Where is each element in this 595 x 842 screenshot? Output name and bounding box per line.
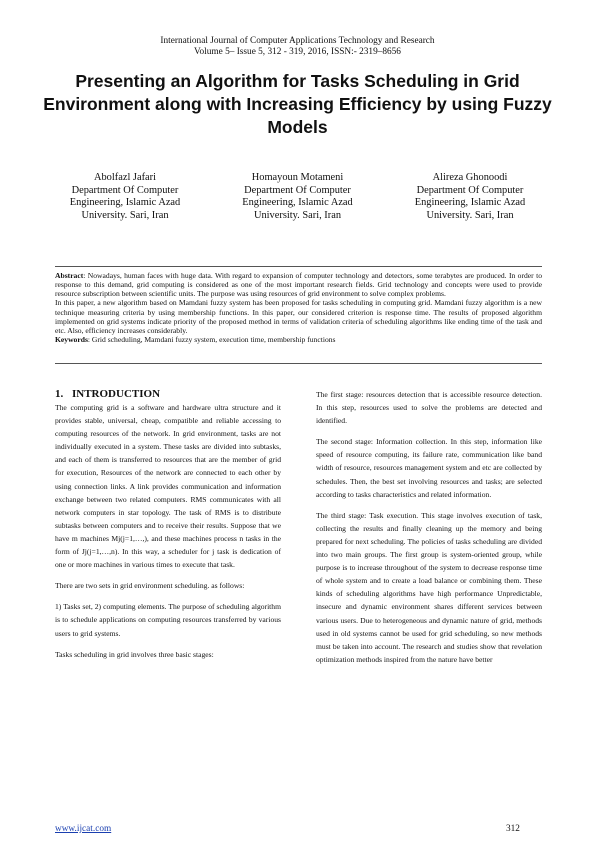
author-inst: Engineering, Islamic Azad [69,197,181,208]
author-loc: University. Sari, Iran [81,209,169,221]
author-inst: Engineering, Islamic Azad [414,197,526,208]
author-block [50,172,545,222]
keywords-paragraph [55,335,542,344]
section-number: 1. [55,388,64,400]
author-name: Abolfazl Jafari [93,172,157,183]
body-paragraph: There are two sets in grid environment scheduling. as follows: [55,581,245,591]
author-loc: University. Sari, Iran [426,209,514,221]
paper-title: Presenting an Algorithm for Tasks Scheduling in Grid Environment along with Increasing Efficiency by using Fuzzy Models [43,71,552,137]
author-dept: Department Of Computer [416,184,524,196]
abstract-box [55,266,542,364]
abstract-paragraph [55,271,542,298]
abstract-text: : Nowadays, human faces with huge data. With regard to expansion of computer technology and detectors, some terabytes are produced. In order to response to this demand, grid computing is considered as one of the most important research fields. Grid technology and concepts were used to provide resource subscription between scientific units. The purpose was using resources of grid environment to solve complex problems. [55,271,542,299]
right-column [316,388,542,674]
abstract-paragraph: In this paper, a new algorithm based on Mamdani fuzzy system has been proposed for tasks scheduling in computing grid. Mamdani fuzzy algorithm is a new technique measuring criteria by using membership functions. In this paper, our considered criterion is response time. The results of proposed algorithm implemented on grid systems indicate priority of the proposed method in terms of validation criteria of scheduling algorithms like ending time of the task and etc. Also, efficiency increases considerably. [55,298,542,335]
body-paragraph: The second stage: Information collection. In this step, information like speed of resource computing, its failure rate, communication like band width of resource, resources management system and etc are collected by schedules. Then, the best set involving resources and tasks; are selected according to tasks characteristics and related information. [316,437,542,499]
author-1 [50,172,200,222]
body-paragraph: 1) Tasks set, 2) computing elements. The purpose of scheduling algorithm is to schedule applications on computing resources transferred by various users to grid systems. [55,602,281,638]
author-inst: Engineering, Islamic Azad [242,197,353,208]
author-dept: Department Of Computer [71,184,179,196]
abstract-label: Abstract [55,271,84,280]
body-paragraph: The first stage: resources detection that is accessible resource detection. In this step, resources used to solve the problems are detected and identified. [316,390,542,426]
journal-name: International Journal of Computer Applications Technology and Research [160,36,435,46]
journal-issue: Volume 5– Issue 5, 312 - 319, 2016, ISSN:- 2319–8656 [194,47,401,57]
body-paragraph: The third stage: Task execution. This stage involves execution of task, collecting the results and finally cleaning up the memory and being prepared for next scheduling. The policies of tasks scheduling are divided into two main groups. The first group is system-oriented group, while purpose is to increase throughout of the system to decrease response time of whole system and to create a load balance or combining them. These kinds of scheduling algorithms have high performance Unpredictable, insecure and dynamic environment shares different services between various users. Due to heterogeneous and dynamic nature of grid, methods used in old systems cannot be used for grid scheduling, so new methods must be taken into account. The research and studies show that revelation optimization methods inspired from the nature have better [316,510,542,664]
author-dept: Department Of Computer [244,184,351,196]
journal-website-link[interactable]: www.ijcat.com [55,824,112,834]
page-number: 312 [506,824,520,834]
author-name: Homayoun Motameni [251,172,344,183]
section-heading [55,388,281,400]
body-paragraph: The computing grid is a software and hardware ultra structure and it provides stable, universal, cheap, compatible and reliable accessing to computing resources of the network. In grid environment, tasks are not individually executed in a system. These tasks are divided into subtasks, and each of them is transferred to resources that are the member of grid for execution, Resources of the network are connected to each other by using connection links. A link provides communication and information exchange between two related computers. RMS communicates with all network computers in star topology. The task of RMS is to distribute subtasks between computers and to receive their results. Suppose that we have m machines Mj(j=1,…,), and these machines process n tasks in the form of Jj(j=1,…,n). In this way, a scheduler for j task is dedication of one or more machines in various times to execute that task. [55,403,281,570]
section-title: INTRODUCTION [72,388,161,400]
body-paragraph: Tasks scheduling in grid involves three basic stages: [55,649,214,659]
author-loc: University. Sari, Iran [253,209,342,221]
left-column [55,388,281,669]
keywords-text: : Grid scheduling, Mamdani fuzzy system, execution time, membership functions [87,335,336,345]
author-3 [395,172,545,222]
author-2 [223,172,373,222]
journal-header [0,36,595,58]
keywords-label: Keywords [55,335,88,345]
author-name: Alireza Ghonoodi [432,172,508,183]
